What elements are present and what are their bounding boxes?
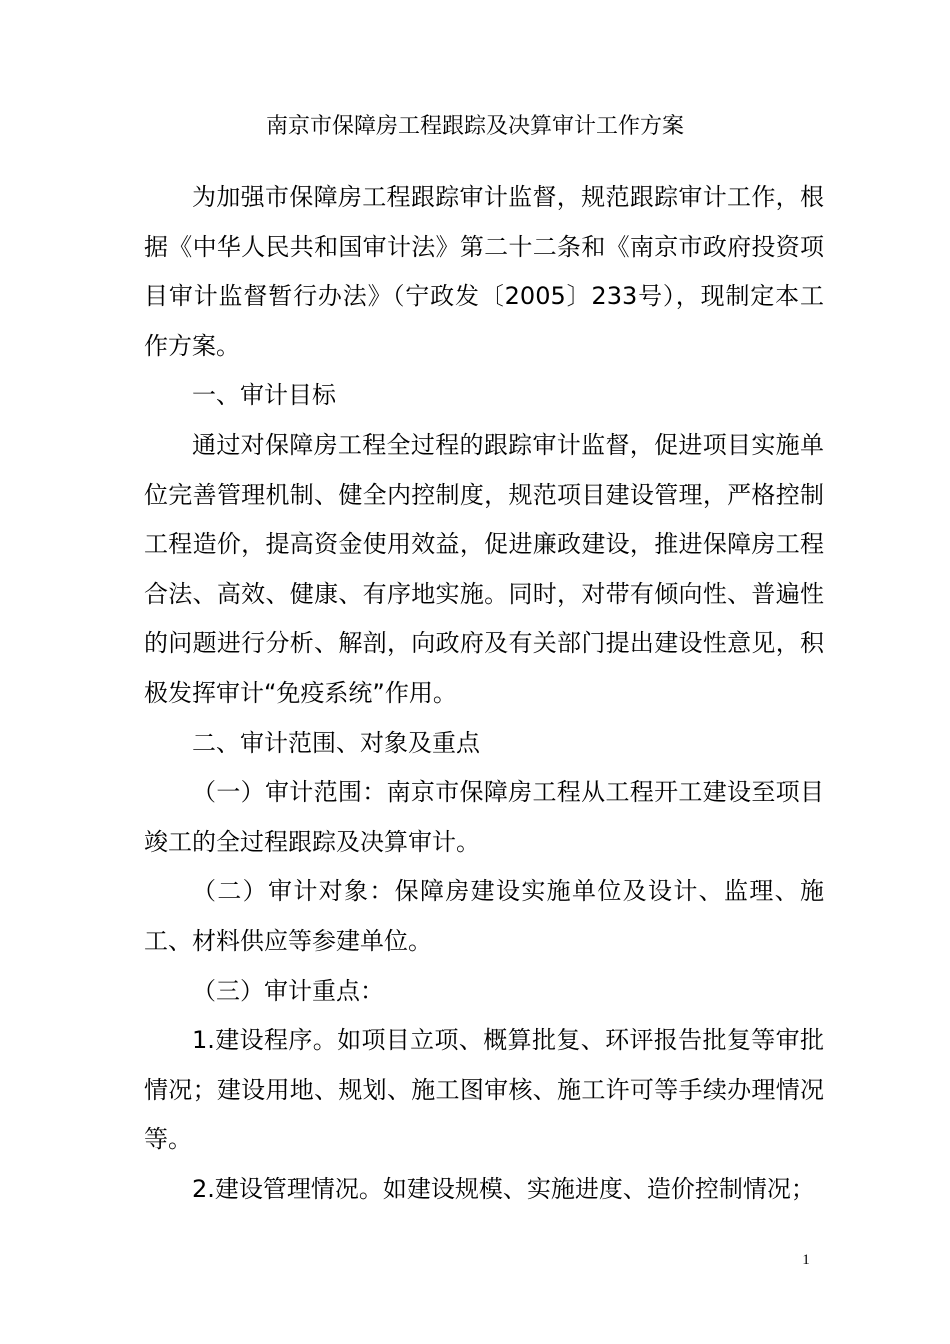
intro-paragraph: 为加强市保障房工程跟踪审计监督，规范跟踪审计工作，根据《中华人民共和国审计法》第二十二条和《南京市政府投资项目审计监督暂行办法》（宁政发〔2005〕233号），现制定本工作方案。 xyxy=(144,183,824,360)
audit-focus-heading: （三）审计重点： xyxy=(192,976,384,1005)
scope-paragraph: （一）审计范围：南京市保障房工程从工程开工建设至项目竣工的全过程跟踪及决算审计。 xyxy=(144,778,824,856)
audit-goal-paragraph: 通过对保障房工程全过程的跟踪审计监督，促进项目实施单位完善管理机制、健全内控制度，规范项目建设管理，严格控制工程造价，提高资金使用效益，促进廉政建设，推进保障房工程合法、高效、健康、有序地实施。同时，对带有倾向性、普遍性的问题进行分析、解剖，向政府及有关部门提出建设性意见，积极发挥审计“免疫系统”作用。 xyxy=(144,430,824,707)
page-number: 1 xyxy=(802,1252,810,1268)
audit-object-paragraph: （二）审计对象：保障房建设实施单位及设计、监理、施工、材料供应等参建单位。 xyxy=(144,877,824,955)
document-title: 南京市保障房工程跟踪及决算审计工作方案 xyxy=(265,114,684,139)
document-body xyxy=(144,173,824,1214)
section-heading-scope: 二、审计范围、对象及重点 xyxy=(192,728,480,757)
section-heading-audit-goal: 一、审计目标 xyxy=(192,381,336,410)
construction-management-paragraph: 2.建设管理情况。如建设规模、实施进度、造价控制情况； xyxy=(192,1174,815,1203)
construction-procedure-paragraph: 1.建设程序。如项目立项、概算批复、环评报告批复等审批情况；建设用地、规划、施工图审核、施工许可等手续办理情况等。 xyxy=(144,1026,824,1154)
